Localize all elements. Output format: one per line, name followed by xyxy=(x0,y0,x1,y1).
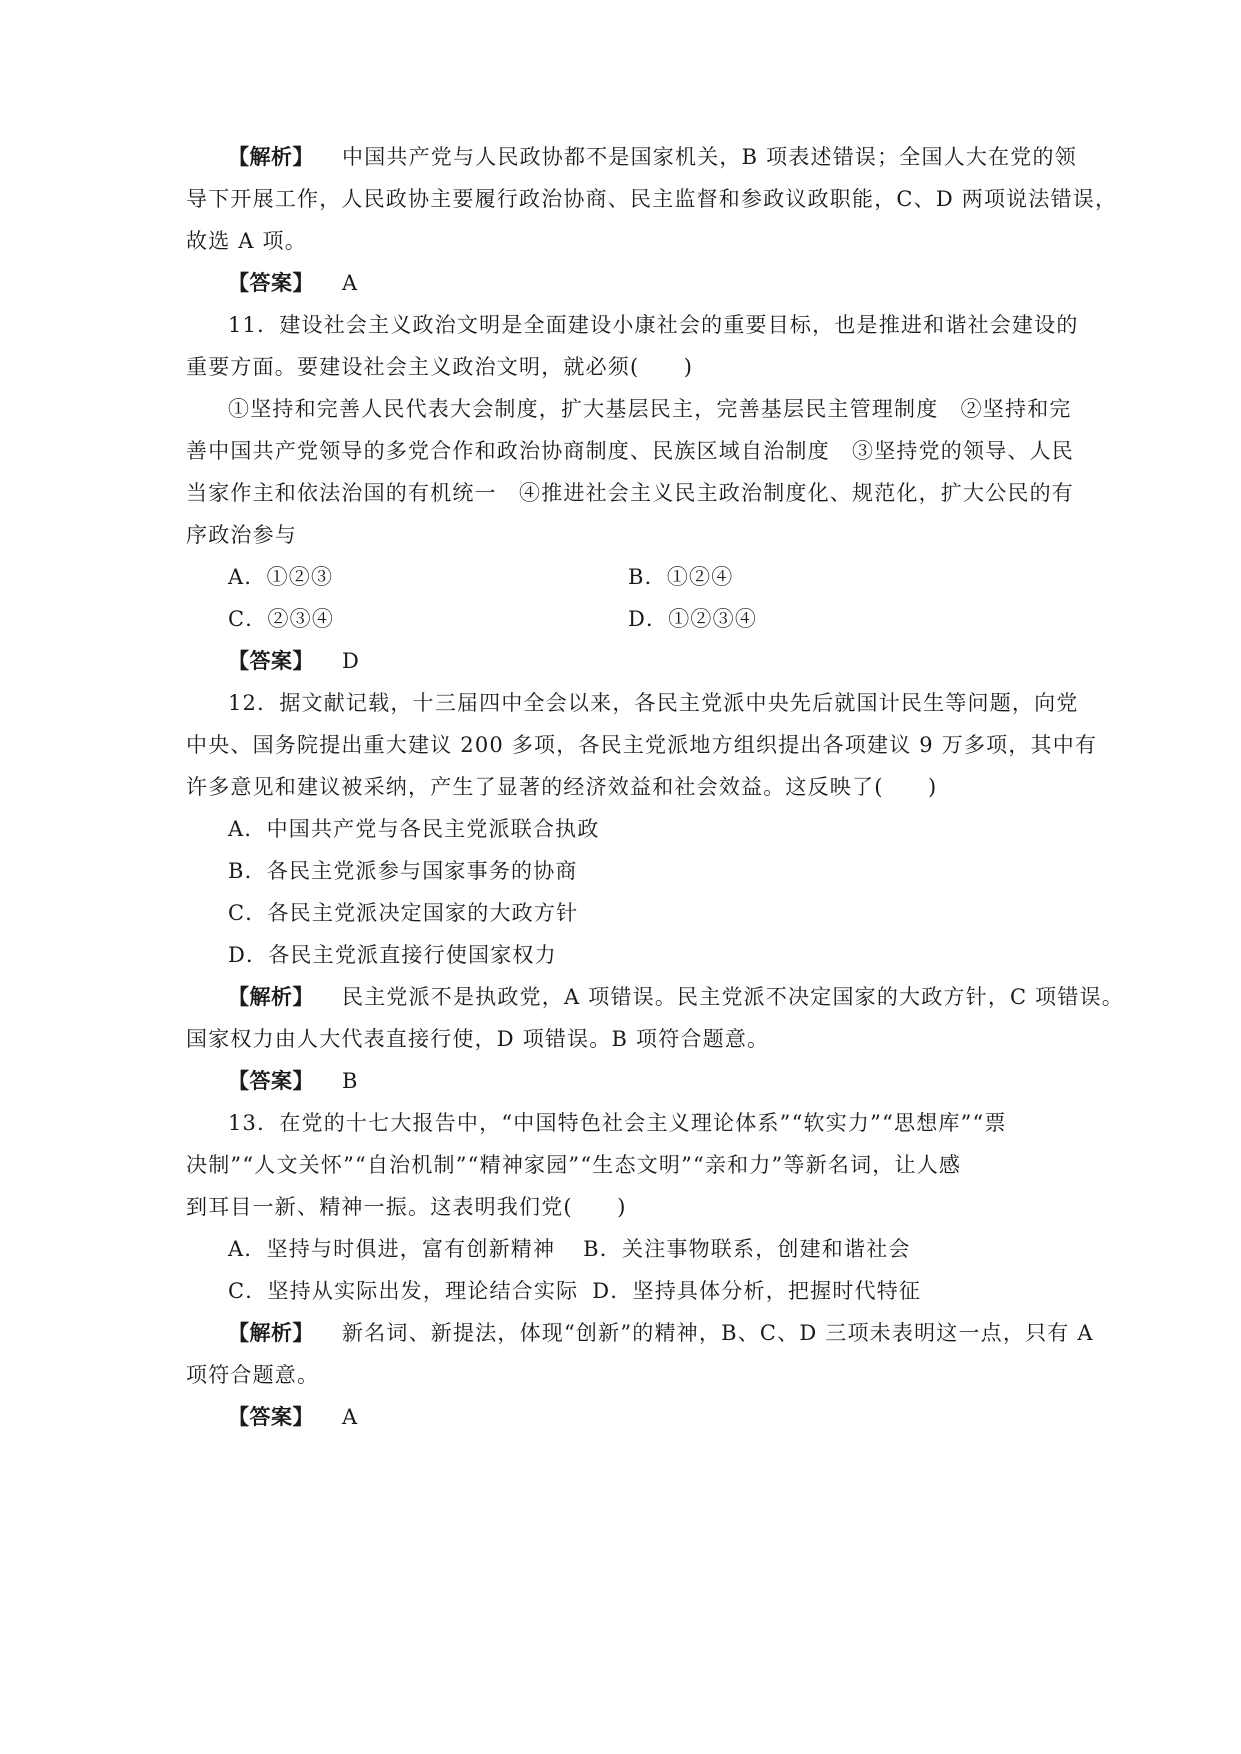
q13-option-d: D．坚持具体分析，把握时代特征 xyxy=(592,1279,922,1303)
analysis-tag: 【解析】 xyxy=(228,985,314,1009)
q11-options-row-1 xyxy=(228,563,734,591)
q11-items-line-4: 序政治参与 xyxy=(186,523,297,547)
q12-option-b: B．各民主党派参与国家事务的协商 xyxy=(228,859,578,883)
q12-analysis-line-2: 国家权力由人大代表直接行使，D 项错误。B 项符合题意。 xyxy=(186,1027,770,1051)
q12-option-a: A．中国共产党与各民主党派联合执政 xyxy=(228,817,600,841)
q13-option-a: A．坚持与时俱进，富有创新精神 xyxy=(228,1237,556,1261)
answer-value: B xyxy=(342,1069,359,1093)
q12-stem-line-2: 中央、国务院提出重大建议 200 多项，各民主党派地方组织提出各项建议 9 万多项，其中有 xyxy=(186,733,1098,757)
q12-answer xyxy=(228,1067,359,1095)
q10-analysis-line-2: 导下开展工作，人民政协主要履行政治协商、民主监督和参政议政职能，C、D 两项说法错误， xyxy=(186,187,1118,211)
q10-analysis-line-3: 故选 A 项。 xyxy=(186,229,307,253)
q11-options-row-2 xyxy=(228,605,758,633)
answer-value: D xyxy=(342,649,361,673)
q11-option-b: B．①②④ xyxy=(628,565,734,589)
q13-option-c: C．坚持从实际出发，理论结合实际 xyxy=(228,1279,579,1303)
q12-stem-line-1: 12．据文献记载，十三届四中全会以来，各民主党派中央先后就国计民生等问题，向党 xyxy=(228,691,1079,715)
answer-tag: 【答案】 xyxy=(228,1405,314,1429)
q13-options-row-1 xyxy=(228,1235,911,1263)
q12-analysis-line-1 xyxy=(228,983,1124,1011)
q11-option-d: D．①②③④ xyxy=(628,607,758,631)
q11-option-a: A．①②③ xyxy=(228,565,334,589)
q13-stem-line-1: 13．在党的十七大报告中，“中国特色社会主义理论体系”“软实力”“思想库”“票 xyxy=(228,1111,1007,1135)
q13-stem-line-2: 决制”“人文关怀”“自治机制”“精神家园”“生态文明”“亲和力”等新名词，让人感 xyxy=(186,1153,962,1177)
q13-stem-line-3: 到耳目一新、精神一振。这表明我们党( ) xyxy=(186,1195,627,1219)
analysis-tag: 【解析】 xyxy=(228,1321,314,1345)
q13-options-row-2 xyxy=(228,1277,921,1305)
q11-items-line-1: ①坚持和完善人民代表大会制度，扩大基层民主，完善基层民主管理制度 ②坚持和完 xyxy=(228,397,1072,421)
q11-items-line-3: 当家作主和依法治国的有机统一 ④推进社会主义民主政治制度化、规范化，扩大公民的有 xyxy=(186,481,1074,505)
analysis-text: 中国共产党与人民政协都不是国家机关，B 项表述错误；全国人大在党的领 xyxy=(342,145,1077,169)
answer-value: A xyxy=(342,271,359,295)
q13-analysis-line-1 xyxy=(228,1319,1094,1347)
q11-stem-line-1: 11．建设社会主义政治文明是全面建设小康社会的重要目标，也是推进和谐社会建设的 xyxy=(228,313,1079,337)
q12-stem-line-3: 许多意见和建议被采纳，产生了显著的经济效益和社会效益。这反映了( ) xyxy=(186,775,938,799)
q11-answer xyxy=(228,647,360,675)
q12-option-d: D．各民主党派直接行使国家权力 xyxy=(228,943,557,967)
q13-option-b: B．关注事物联系，创建和谐社会 xyxy=(583,1237,911,1261)
q10-answer xyxy=(228,269,358,297)
analysis-text: 新名词、新提法，体现“创新”的精神，B、C、D 三项未表明这一点，只有 A xyxy=(342,1321,1094,1345)
q12-option-c: C．各民主党派决定国家的大政方针 xyxy=(228,901,579,925)
answer-value: A xyxy=(342,1405,359,1429)
q11-stem-line-2: 重要方面。要建设社会主义政治文明，就必须( ) xyxy=(186,355,694,379)
q13-answer xyxy=(228,1403,358,1431)
q11-option-c: C．②③④ xyxy=(228,607,335,631)
answer-tag: 【答案】 xyxy=(228,271,314,295)
q11-items-line-2: 善中国共产党领导的多党合作和政治协商制度、民族区域自治制度 ③坚持党的领导、人民 xyxy=(186,439,1074,463)
q10-analysis-line-1 xyxy=(228,143,1077,171)
analysis-tag: 【解析】 xyxy=(228,145,314,169)
analysis-text: 民主党派不是执政党，A 项错误。民主党派不决定国家的大政方针，C 项错误。 xyxy=(342,985,1124,1009)
answer-tag: 【答案】 xyxy=(228,1069,314,1093)
answer-tag: 【答案】 xyxy=(228,649,314,673)
q13-analysis-line-2: 项符合题意。 xyxy=(186,1363,320,1387)
